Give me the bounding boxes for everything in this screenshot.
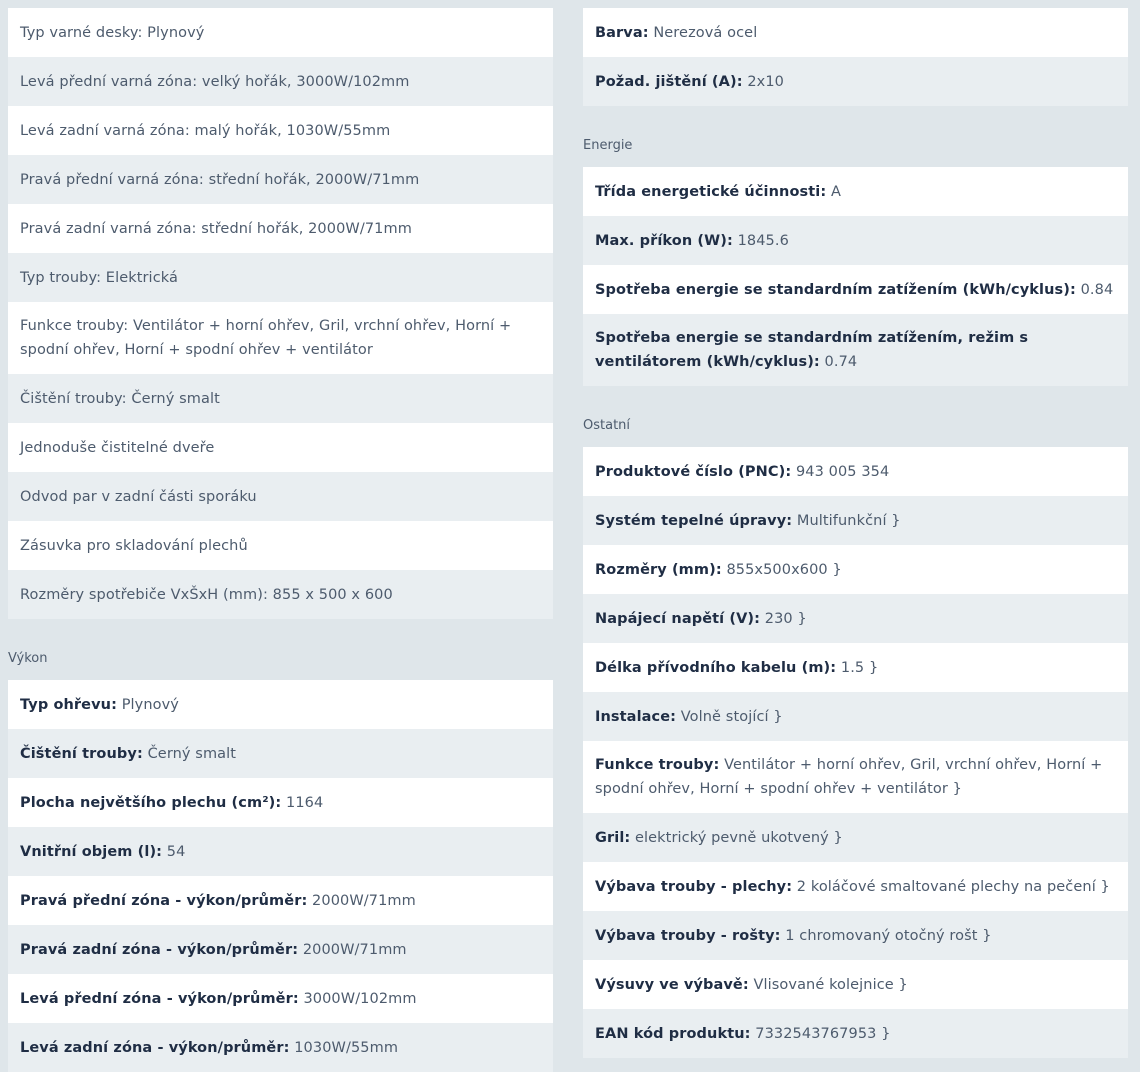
spec-row bbox=[583, 167, 1128, 216]
ostatni-list bbox=[583, 447, 1128, 1058]
spec-value: 2000W/71mm bbox=[298, 942, 407, 958]
feature-row bbox=[8, 423, 553, 472]
spec-label: Pravá přední zóna - výkon/průměr: bbox=[20, 893, 308, 909]
spec-row bbox=[583, 314, 1128, 386]
spec-row bbox=[583, 692, 1128, 741]
spec-row bbox=[583, 813, 1128, 862]
feature-row bbox=[8, 204, 553, 253]
spec-value: 0.74 bbox=[819, 354, 858, 370]
spec-row bbox=[8, 729, 553, 778]
feature-text: Pravá přední varná zóna: střední hořák, 2000W/71mm bbox=[20, 172, 420, 188]
spec-value: 7332543767953 } bbox=[750, 1026, 891, 1042]
feature-row bbox=[8, 253, 553, 302]
feature-row bbox=[8, 302, 553, 374]
spec-row bbox=[583, 57, 1128, 106]
spec-label: EAN kód produktu: bbox=[595, 1026, 751, 1042]
feature-row bbox=[8, 155, 553, 204]
spec-label: Levá zadní zóna - výkon/průměr: bbox=[20, 1040, 290, 1056]
feature-text: Zásuvka pro skladování plechů bbox=[20, 538, 248, 554]
spec-label: Gril: bbox=[595, 830, 631, 846]
spec-label: Výbava trouby - plechy: bbox=[595, 879, 793, 895]
spec-value: 855x500x600 } bbox=[721, 562, 842, 578]
spec-value: elektrický pevně ukotvený } bbox=[630, 830, 843, 846]
spec-row bbox=[8, 827, 553, 876]
left-column bbox=[8, 8, 553, 1072]
feature-text: Čištění trouby: Černý smalt bbox=[20, 391, 220, 407]
feature-row bbox=[8, 106, 553, 155]
spec-value: 1030W/55mm bbox=[289, 1040, 399, 1056]
feature-row bbox=[8, 521, 553, 570]
right-column bbox=[583, 8, 1128, 1058]
feature-row bbox=[8, 57, 553, 106]
energie-list bbox=[583, 167, 1128, 386]
spec-row bbox=[583, 496, 1128, 545]
spec-row bbox=[583, 447, 1128, 496]
spec-label: Čištění trouby: bbox=[20, 746, 143, 762]
vykon-list bbox=[8, 680, 553, 1072]
feature-text: Jednoduše čistitelné dveře bbox=[20, 440, 215, 456]
spec-label: Max. příkon (W): bbox=[595, 233, 733, 249]
spec-value: Ventilátor + horní ohřev, Gril, vrchní ohřev, Horní + spodní ohřev, Horní + spodní ohřev + ventilátor } bbox=[595, 757, 1103, 797]
spec-label: Systém tepelné úpravy: bbox=[595, 513, 793, 529]
spec-label: Délka přívodního kabelu (m): bbox=[595, 660, 837, 676]
spec-row bbox=[8, 876, 553, 925]
spec-label: Barva: bbox=[595, 25, 649, 41]
spec-value: Volně stojící } bbox=[676, 709, 783, 725]
spec-value: A bbox=[826, 184, 841, 200]
spec-label: Výsuvy ve výbavě: bbox=[595, 977, 749, 993]
section-title-vykon: Výkon bbox=[8, 651, 48, 666]
feature-text: Odvod par v zadní části sporáku bbox=[20, 489, 257, 505]
spec-label: Třída energetické účinnosti: bbox=[595, 184, 827, 200]
spec-label: Typ ohřevu: bbox=[20, 697, 117, 713]
spec-value: 54 bbox=[162, 844, 186, 860]
spec-row bbox=[583, 862, 1128, 911]
spec-value: 230 } bbox=[760, 611, 807, 627]
spec-value: 2000W/71mm bbox=[307, 893, 416, 909]
spec-value: 943 005 354 bbox=[791, 464, 890, 480]
spec-row bbox=[583, 594, 1128, 643]
spec-label: Produktové číslo (PNC): bbox=[595, 464, 792, 480]
spec-row bbox=[583, 8, 1128, 57]
spec-value: 2x10 bbox=[742, 74, 784, 90]
spec-value: Nerezová ocel bbox=[648, 25, 758, 41]
spec-value: 1.5 } bbox=[836, 660, 879, 676]
spec-label: Spotřeba energie se standardním zatížením (kWh/cyklus): bbox=[595, 282, 1076, 298]
spec-value: 1845.6 bbox=[732, 233, 789, 249]
spec-label: Vnitřní objem (l): bbox=[20, 844, 163, 860]
spec-label: Levá přední zóna - výkon/průměr: bbox=[20, 991, 299, 1007]
spec-value: Černý smalt bbox=[142, 746, 237, 762]
feature-row bbox=[8, 570, 553, 619]
spec-row bbox=[583, 960, 1128, 1009]
spec-row bbox=[583, 643, 1128, 692]
spec-label: Instalace: bbox=[595, 709, 677, 725]
spec-label: Funkce trouby: bbox=[595, 757, 720, 773]
spec-row bbox=[583, 545, 1128, 594]
section-title-ostatni: Ostatní bbox=[583, 418, 631, 433]
spec-value: 1 chromovaný otočný rošt } bbox=[780, 928, 992, 944]
spec-label: Výbava trouby - rošty: bbox=[595, 928, 781, 944]
features-list bbox=[8, 8, 553, 619]
spec-value: 1164 bbox=[281, 795, 324, 811]
spec-row bbox=[8, 778, 553, 827]
spec-value: 3000W/102mm bbox=[298, 991, 417, 1007]
feature-text: Levá zadní varná zóna: malý hořák, 1030W/55mm bbox=[20, 123, 391, 139]
feature-text: Levá přední varná zóna: velký hořák, 3000W/102mm bbox=[20, 74, 410, 90]
spec-row bbox=[8, 925, 553, 974]
spec-row bbox=[583, 741, 1128, 813]
feature-row bbox=[8, 472, 553, 521]
spec-row bbox=[583, 911, 1128, 960]
spec-value: Multifunkční } bbox=[792, 513, 901, 529]
feature-row bbox=[8, 374, 553, 423]
spec-row bbox=[583, 1009, 1128, 1058]
spec-value: 0.84 bbox=[1075, 282, 1114, 298]
feature-text: Pravá zadní varná zóna: střední hořák, 2000W/71mm bbox=[20, 221, 412, 237]
spec-row bbox=[8, 974, 553, 1023]
spec-label: Napájecí napětí (V): bbox=[595, 611, 761, 627]
spec-row bbox=[583, 216, 1128, 265]
spec-label: Požad. jištění (A): bbox=[595, 74, 743, 90]
general-list bbox=[583, 8, 1128, 106]
section-title-energie: Energie bbox=[583, 138, 633, 153]
spec-value: Plynový bbox=[117, 697, 179, 713]
spec-label: Pravá zadní zóna - výkon/průměr: bbox=[20, 942, 299, 958]
spec-label: Rozměry (mm): bbox=[595, 562, 722, 578]
feature-text: Funkce trouby: Ventilátor + horní ohřev, Gril, vrchní ohřev, Horní + spodní ohřev, Horní + spodní ohřev + ventilátor bbox=[20, 318, 512, 358]
spec-value: 2 koláčové smaltované plechy na pečení } bbox=[792, 879, 1110, 895]
feature-text: Typ varné desky: Plynový bbox=[20, 25, 205, 41]
feature-text: Rozměry spotřebiče VxŠxH (mm): 855 x 500 x 600 bbox=[20, 587, 393, 603]
spec-row bbox=[583, 265, 1128, 314]
feature-text: Typ trouby: Elektrická bbox=[20, 270, 178, 286]
spec-row bbox=[8, 680, 553, 729]
spec-label: Spotřeba energie se standardním zatížením, režim s ventilátorem (kWh/cyklus): bbox=[595, 330, 1029, 370]
spec-value: Vlisované kolejnice } bbox=[748, 977, 908, 993]
feature-row bbox=[8, 8, 553, 57]
spec-row bbox=[8, 1023, 553, 1072]
spec-label: Plocha největšího plechu (cm²): bbox=[20, 795, 282, 811]
